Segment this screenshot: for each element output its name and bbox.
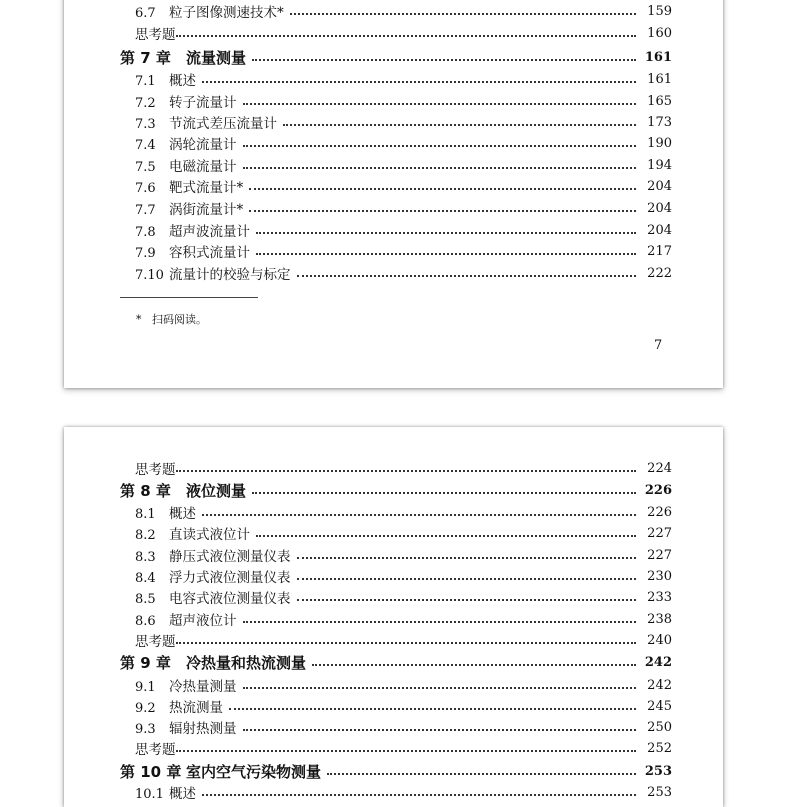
entry-number: 7.7 <box>135 203 156 218</box>
entry-page-number: 250 <box>647 719 672 735</box>
entry-title: 液位测量 <box>186 481 247 500</box>
entry-title: 静压式液位测量仪表 <box>169 549 291 565</box>
entry-page-number: 253 <box>644 763 672 779</box>
entry-page-number: 194 <box>647 157 672 173</box>
entry-page-number: 240 <box>647 632 672 648</box>
dot-leader <box>252 492 636 494</box>
entry-label <box>135 545 291 565</box>
toc-section-entry <box>64 0 723 22</box>
dot-leader <box>256 253 636 255</box>
dot-leader <box>176 35 637 37</box>
entry-number: 9.3 <box>135 722 156 737</box>
entry-page-number: 242 <box>647 677 672 693</box>
entry-number: 第 9 章 <box>120 653 171 672</box>
entry-number: 8.1 <box>135 507 156 522</box>
entry-label <box>135 198 243 218</box>
dot-leader <box>229 708 636 710</box>
entry-title: 流量测量 <box>186 48 247 67</box>
entry-number: 8.5 <box>135 592 156 607</box>
entry-number: 10.1 <box>135 787 164 802</box>
entry-number: 7.1 <box>135 74 156 89</box>
toc-section-entry <box>64 522 723 544</box>
dot-leader <box>256 232 636 234</box>
entry-number: 7.5 <box>135 160 156 175</box>
entry-page-number: 204 <box>647 200 672 216</box>
dot-leader <box>202 794 636 796</box>
toc-section-entry <box>64 197 723 219</box>
toc-section-entry <box>64 240 723 262</box>
entry-title: 容积式流量计 <box>169 245 250 261</box>
entry-title: 室内空气污染物测量 <box>186 762 322 781</box>
entry-title: 冷热量测量 <box>169 679 237 695</box>
entry-page-number: 224 <box>647 460 672 476</box>
entry-label <box>135 91 237 111</box>
entry-label <box>135 458 176 478</box>
dot-leader <box>249 188 636 190</box>
page-number: 7 <box>654 338 663 353</box>
entry-title: 直读式液位计 <box>169 527 250 543</box>
entry-page-number: 227 <box>647 547 672 563</box>
entry-label <box>135 696 223 716</box>
entry-page-number: 161 <box>644 49 672 65</box>
toc-section-entry <box>64 565 723 587</box>
entry-label <box>120 761 321 782</box>
toc-questions-entry <box>64 629 723 651</box>
footnote-divider <box>120 297 258 298</box>
entry-page-number: 227 <box>647 525 672 541</box>
toc-section-entry <box>64 68 723 90</box>
entry-title: 超声波流量计 <box>169 224 250 240</box>
entry-label <box>120 480 246 501</box>
toc-chapter-entry <box>64 46 723 68</box>
entry-label <box>135 738 176 758</box>
entry-page-number: 159 <box>647 3 672 19</box>
entry-number: 8.2 <box>135 528 156 543</box>
entry-label <box>135 176 243 196</box>
entry-page-number: 242 <box>644 654 672 670</box>
toc-page-1 <box>64 0 723 388</box>
dot-leader <box>243 687 637 689</box>
dot-leader <box>283 124 636 126</box>
entry-title: 靶式流量计* <box>169 180 244 196</box>
toc-section-entry <box>64 90 723 112</box>
entry-title: 概述 <box>169 73 196 89</box>
entry-page-number: 165 <box>647 93 672 109</box>
toc-chapter-entry <box>64 651 723 673</box>
entry-page-number: 190 <box>647 135 672 151</box>
entry-title: 超声液位计 <box>169 613 237 629</box>
entry-title: 流量计的校验与标定 <box>169 267 291 283</box>
dot-leader <box>249 210 636 212</box>
toc-section-entry <box>64 111 723 133</box>
toc-section-entry <box>64 175 723 197</box>
entry-title: 思考题 <box>135 462 176 478</box>
toc-section-entry <box>64 544 723 566</box>
entry-page-number: 253 <box>647 784 672 800</box>
dot-leader <box>176 642 637 644</box>
entry-label <box>135 263 291 283</box>
toc-section-entry <box>64 674 723 696</box>
toc-section-entry <box>64 608 723 630</box>
dot-leader <box>297 578 637 580</box>
entry-label <box>135 609 237 629</box>
dot-leader <box>297 275 637 277</box>
entry-number: 9.1 <box>135 680 156 695</box>
toc-questions-entry <box>64 22 723 44</box>
entry-number: 9.2 <box>135 701 156 716</box>
toc-chapter-entry <box>64 760 723 782</box>
entry-page-number: 217 <box>647 243 672 259</box>
entry-label <box>135 155 237 175</box>
entry-title: 热流测量 <box>169 700 223 716</box>
entry-label <box>135 1 284 21</box>
toc-section-entry <box>64 781 723 803</box>
entry-page-number: 161 <box>647 71 672 87</box>
entry-number: 7.9 <box>135 246 156 261</box>
dot-leader <box>176 750 637 752</box>
toc-questions-entry <box>64 457 723 479</box>
entry-label <box>135 523 250 543</box>
entry-number: 7.3 <box>135 117 156 132</box>
toc-section-entry <box>64 586 723 608</box>
entry-title: 涡街流量计* <box>169 202 244 218</box>
entry-label <box>135 587 291 607</box>
toc-page-2 <box>64 427 723 807</box>
dot-leader <box>176 470 637 472</box>
entry-title: 转子流量计 <box>169 95 237 111</box>
dot-leader <box>290 13 636 15</box>
entry-title: 思考题 <box>135 742 176 758</box>
entry-label <box>135 241 250 261</box>
dot-leader <box>297 557 637 559</box>
entry-page-number: 204 <box>647 178 672 194</box>
entry-page-number: 160 <box>647 25 672 41</box>
toc-section-entry <box>64 154 723 176</box>
entry-number: 第 7 章 <box>120 48 171 67</box>
footnote <box>136 311 207 327</box>
entry-label <box>135 23 176 43</box>
entry-title: 粒子图像测速技术* <box>169 5 284 21</box>
toc-section-entry <box>64 501 723 523</box>
toc-section-entry <box>64 219 723 241</box>
entry-label <box>120 652 306 673</box>
entry-title: 电磁流量计 <box>169 159 237 175</box>
entry-number: 6.7 <box>135 6 156 21</box>
entry-page-number: 204 <box>647 222 672 238</box>
entry-title: 思考题 <box>135 634 176 650</box>
dot-leader <box>243 145 637 147</box>
toc-chapter-entry <box>64 479 723 501</box>
entry-label <box>135 220 250 240</box>
entry-number: 7.8 <box>135 225 156 240</box>
dot-leader <box>252 59 636 61</box>
entry-label <box>135 69 196 89</box>
entry-number: 7.4 <box>135 138 156 153</box>
entry-label <box>120 47 246 68</box>
entry-page-number: 226 <box>644 482 672 498</box>
entry-label <box>135 133 237 153</box>
entry-page-number: 245 <box>647 698 672 714</box>
entry-title: 思考题 <box>135 27 176 43</box>
toc-section-entry <box>64 716 723 738</box>
entry-title: 涡轮流量计 <box>169 137 237 153</box>
entry-page-number: 230 <box>647 568 672 584</box>
entry-number: 8.3 <box>135 550 156 565</box>
dot-leader <box>243 729 637 731</box>
toc-section-entry <box>64 132 723 154</box>
dot-leader <box>202 81 636 83</box>
dot-leader <box>243 103 637 105</box>
entry-title: 概述 <box>169 786 196 802</box>
entry-page-number: 226 <box>647 504 672 520</box>
entry-label <box>135 782 196 802</box>
entry-label <box>135 630 176 650</box>
footnote-text: 扫码阅读。 <box>152 313 207 326</box>
entry-title: 辐射热测量 <box>169 721 237 737</box>
entry-page-number: 252 <box>647 740 672 756</box>
dot-leader <box>327 773 636 775</box>
entry-title: 冷热量和热流测量 <box>186 653 307 672</box>
entry-label <box>135 566 291 586</box>
entry-title: 电容式液位测量仪表 <box>169 591 291 607</box>
entry-number: 第 8 章 <box>120 481 171 500</box>
entry-number: 7.2 <box>135 96 156 111</box>
toc-section-entry <box>64 695 723 717</box>
dot-leader <box>312 664 636 666</box>
entry-title: 节流式差压流量计 <box>169 116 277 132</box>
dot-leader <box>256 535 636 537</box>
entry-page-number: 238 <box>647 611 672 627</box>
entry-page-number: 233 <box>647 589 672 605</box>
dot-leader <box>243 167 637 169</box>
footnote-mark: * <box>136 313 142 326</box>
dot-leader <box>297 599 637 601</box>
entry-number: 8.6 <box>135 614 156 629</box>
entry-page-number: 173 <box>647 114 672 130</box>
entry-number: 7.6 <box>135 181 156 196</box>
entry-label <box>135 717 237 737</box>
entry-title: 概述 <box>169 506 196 522</box>
toc-section-entry <box>64 262 723 284</box>
entry-number: 8.4 <box>135 571 156 586</box>
dot-leader <box>243 621 637 623</box>
dot-leader <box>202 514 636 516</box>
entry-number: 7.10 <box>135 268 164 283</box>
toc-questions-entry <box>64 737 723 759</box>
entry-label <box>135 112 277 132</box>
entry-title: 浮力式液位测量仪表 <box>169 570 291 586</box>
entry-number: 第 10 章 <box>120 762 182 781</box>
entry-label <box>135 675 237 695</box>
entry-label <box>135 502 196 522</box>
entry-page-number: 222 <box>647 265 672 281</box>
